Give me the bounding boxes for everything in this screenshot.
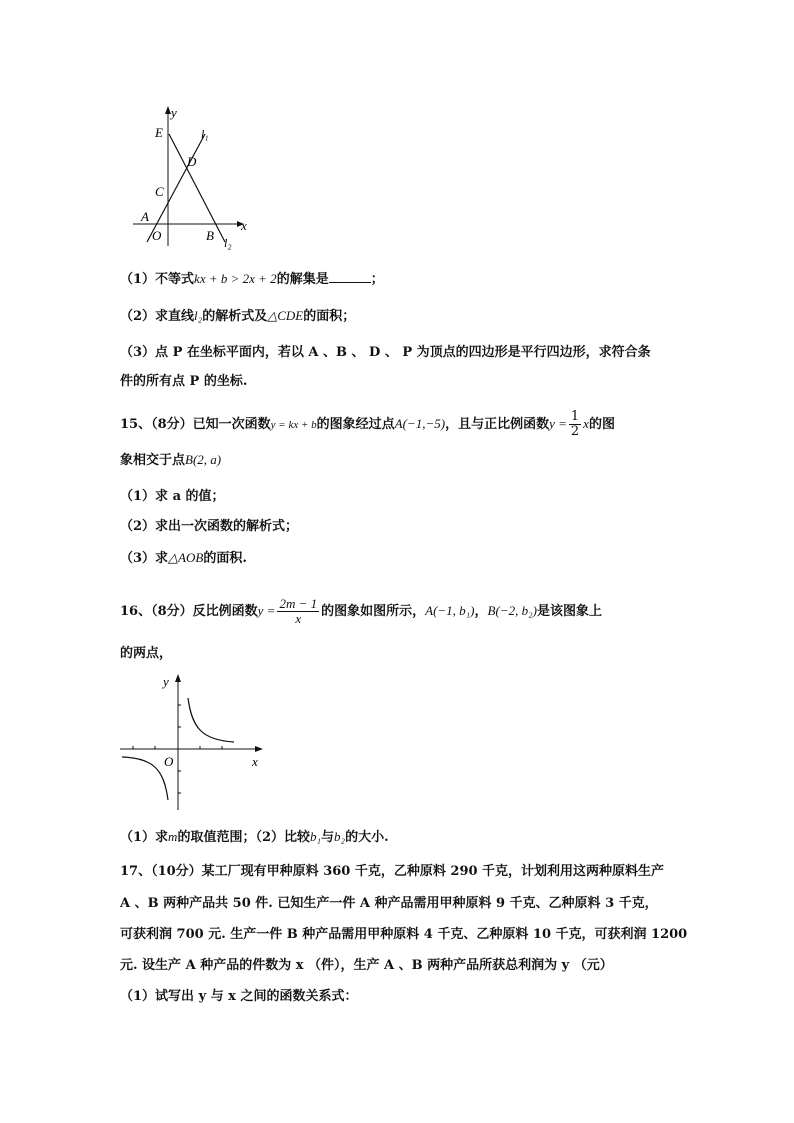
q16-pointB: B(−2, b₂): [487, 603, 537, 618]
q15-line1: [120, 410, 615, 439]
q16-frac-num: 2m − 1: [279, 596, 318, 611]
q15-sub2: （2）求出一次函数的解析式；: [120, 519, 299, 534]
q17-line2: A 、B 两种产品共 50 件. 已知生产一件 A 种产品需用甲种原料 9 千克、乙种原料 3 千克，: [120, 896, 658, 911]
q16-q-mid: 的取值范围；（2）比较: [177, 830, 310, 845]
q17-line3: 可获利润 700 元. 生产一件 B 种产品需用甲种原料 4 千克、乙种原料 10 千克，可获利润 1200: [120, 927, 688, 942]
q16-q-and: 与: [321, 830, 335, 845]
q17-sub1: （1）试写出 y 与 x 之间的函数关系式：: [120, 989, 358, 1004]
q15-s3-post: 的面积.: [203, 551, 247, 566]
q16-head: 16、（8分）反比例函数: [120, 604, 258, 619]
q14-p2-mid: 的解析式及: [202, 309, 268, 324]
q16-line2: 的两点，: [120, 646, 173, 661]
line-l2: [169, 134, 225, 242]
q14-p1-pre: （1）不等式: [120, 272, 195, 287]
q16-q-pre: （1）求: [120, 830, 169, 845]
q15-pointA: A(−1,−5): [394, 416, 446, 431]
q17-line1: 17、（10分）某工厂现有甲种原料 360 千克，乙种原料 290 千克，计划利用这两种原料生产: [120, 864, 665, 879]
label-D: D: [187, 154, 197, 169]
figure-hyperbola: [118, 670, 268, 815]
q14-part1: [120, 270, 384, 289]
q15-mid2: ，且与正比例函数: [445, 417, 550, 432]
q15-pointB: B(2, a): [185, 452, 222, 467]
q14-p2-var: l₂: [194, 308, 203, 323]
label-y: y: [163, 674, 169, 689]
label-B: B: [206, 228, 214, 243]
q16-frac-den: x: [295, 611, 302, 626]
q14-part3-line2: 件的所有点 P 的坐标.: [120, 374, 248, 389]
q14-p2-post: 的面积；: [303, 309, 356, 324]
q15-frac-num: 1: [570, 409, 580, 424]
q14-p2-triangle: △CDE: [267, 308, 304, 323]
q15-line2: [120, 451, 221, 470]
q16-fn-left: y =: [257, 603, 276, 618]
q14-p1-post: 的解集是: [276, 272, 329, 287]
label-y: y: [171, 105, 177, 120]
y-axis-arrow: [175, 674, 181, 682]
q15-fraction: [569, 410, 581, 439]
q16-q-b1: b₁: [309, 829, 322, 844]
q17-line4: 元. 设生产 A 种产品的件数为 x （件），生产 A 、B 两种产品所获总利润为 y （元）: [120, 958, 613, 973]
label-l1: l₁: [201, 127, 209, 141]
q15-fn2-left: y =: [549, 416, 567, 431]
q16-q-m: m: [168, 829, 178, 844]
x-axis-arrow: [255, 746, 263, 752]
label-O: O: [152, 228, 162, 243]
figure-two-lines: [125, 100, 255, 250]
q15-fn2-right: x: [583, 416, 589, 431]
q15-head: 15、（8分）已知一次函数: [120, 417, 271, 432]
q16-pointA: A(−1, b₁): [425, 603, 475, 618]
q14-p1-end: ；: [370, 272, 384, 287]
q16-q-post: 的大小.: [345, 830, 389, 845]
q14-p1-expr: kx + b > 2x + 2: [194, 271, 277, 286]
q16-line1: [120, 597, 602, 626]
q15-sub3: [120, 549, 247, 568]
q14-part3-line1: （3）点 P 在坐标平面内，若以 A 、B 、 D 、 P 为顶点的四边形是平行四边形，求符合条: [120, 345, 651, 360]
q15-frac-den: 2: [570, 424, 580, 439]
q16-mid: 的图象如图所示，: [321, 604, 426, 619]
q15-sub1: （1）求 a 的值；: [120, 489, 225, 504]
answer-blank[interactable]: [329, 270, 371, 283]
q15-tail: 的图: [588, 417, 615, 432]
q15-s3-pre: （3）求: [120, 551, 169, 566]
label-x: x: [252, 754, 258, 769]
label-O: O: [164, 754, 174, 769]
q16-q-b2: b₂: [334, 829, 346, 844]
q15-line2-text: 象相交于点: [120, 453, 186, 468]
q15-fn: y = kx + b: [270, 419, 317, 431]
q15-s3-triangle: △AOB: [168, 550, 204, 565]
label-l2: l₂: [224, 236, 232, 250]
q16-question: [120, 828, 389, 847]
q16-tail: 是该图象上: [536, 604, 602, 619]
hyperbola-branch-q3: [122, 757, 168, 800]
q14-part2: [120, 307, 355, 326]
label-x: x: [241, 218, 247, 233]
label-E: E: [155, 125, 163, 140]
hyperbola-branch-q1: [188, 698, 234, 742]
q16-fraction: [277, 597, 319, 626]
q14-p2-pre: （2）求直线: [120, 309, 195, 324]
label-C: C: [155, 184, 164, 199]
q15-mid: 的图象经过点: [316, 417, 395, 432]
label-A: A: [141, 209, 149, 224]
q16-comma: ，: [474, 604, 488, 619]
